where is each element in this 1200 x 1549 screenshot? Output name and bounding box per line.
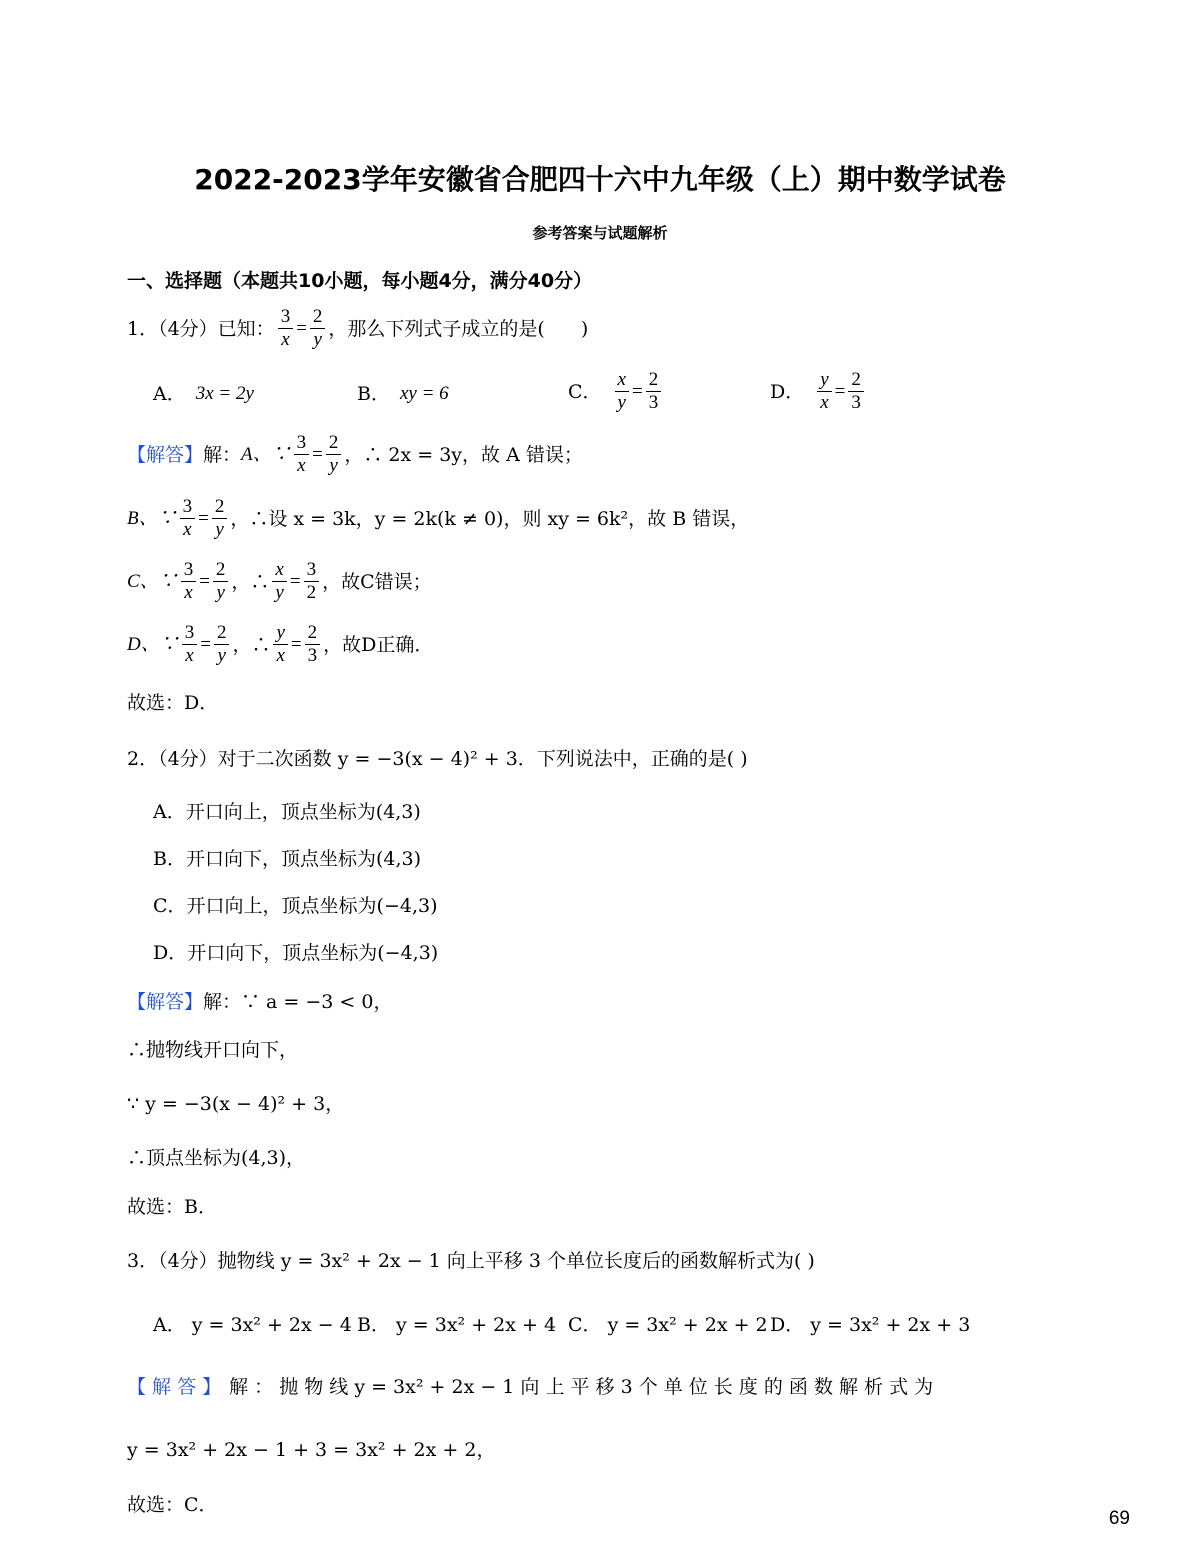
q2-option-a: A．开口向上，顶点坐标为(4,3) (153, 801, 421, 823)
q2-option-d: D．开口向下，顶点坐标为(−4,3) (153, 942, 439, 964)
q3-answer-choice: 故选：C． (127, 1494, 218, 1516)
q1-answer-line-2: B、∵ $\frac{3}{x}$ = $\frac{2}{y}$ ，∴设 x = 3k，y = 2k(k ≠ 0)，则 xy = 6k²，故 B 错误， (127, 496, 750, 540)
q1-option-c: C． $\frac{x}{y}$ = $\frac{2}{3}$ (568, 369, 664, 414)
page-subtitle: 参考答案与试题解析 (532, 224, 668, 242)
q3-option-b: B． y = 3x² + 2x + 4 (357, 1314, 557, 1336)
q2-answer-line-1: 【解答】 解：∵ a = −3 < 0， (127, 991, 393, 1013)
q1-answer-line-3: C、∵ $\frac{3}{x}$ = $\frac{2}{y}$ ，∴ $\frac{x}{y}$ = $\frac{3}{2}$ ，故C错误； (127, 559, 432, 603)
q2-option-b: B．开口向下，顶点坐标为(4,3) (153, 848, 422, 870)
q1-answer-choice: 故选：D． (127, 692, 219, 714)
q1-stem: 1．（4分）已知： $\frac{3}{x}$ = $\frac{2}{y}$ ，那么下列式子成立的是( ) (127, 306, 589, 350)
q3-stem: 3．（4分）抛物线 y = 3x² + 2x − 1 向上平移 3 个单位长度后的函数解析式为( ) (127, 1250, 815, 1272)
answer-label: 【 解 答 】 (127, 1376, 222, 1398)
q1-option-a: A． 3x = 2y (153, 383, 254, 405)
answer-label: 【解答】 (127, 443, 204, 466)
q3-option-c: C． y = 3x² + 2x + 2 (568, 1314, 768, 1336)
q1-option-b: B． xy = 6 (357, 383, 449, 405)
q3-option-a: A． y = 3x² + 2x − 4 (153, 1314, 352, 1336)
q3-answer-line-2: y = 3x² + 2x − 1 + 3 = 3x² + 2x + 2， (127, 1439, 496, 1461)
frac-3-over-x: $\frac{3}{x}$ (278, 306, 294, 351)
q2-option-c: C．开口向上，顶点坐标为(−4,3) (153, 895, 438, 917)
q3-option-d: D． y = 3x² + 2x + 3 (770, 1314, 971, 1336)
q2-answer-line-2: ∴抛物线开口向下， (127, 1039, 299, 1061)
q1-option-d: D． $\frac{y}{x}$ = $\frac{2}{3}$ (770, 369, 867, 414)
q2-answer-line-4: ∴顶点坐标为(4,3)， (127, 1147, 306, 1169)
q1-answer-line-4: D、∵ $\frac{3}{x}$ = $\frac{2}{y}$ ，∴ $\frac{y}{x}$ = $\frac{2}{3}$ ，故D正确． (127, 622, 434, 666)
q2-answer-choice: 故选：B． (127, 1196, 217, 1218)
q2-answer-line-3: ∵ y = −3(x − 4)² + 3， (127, 1093, 345, 1115)
q1-answer-line-1: 【解答】 解： A、∵ $\frac{3}{x}$ = $\frac{2}{y}$ ，∴ 2x = 3y，故 A 错误； (127, 432, 583, 476)
page-title: 2022-2023学年安徽省合肥四十六中九年级（上）期中数学试卷 (194, 163, 1006, 196)
q2-stem: 2．（4分）对于二次函数 y = −3(x − 4)² + 3．下列说法中，正确的是( ) (127, 748, 748, 770)
q3-answer-line-1: 【 解 答 】 解 ： 抛 物 线 y = 3x² + 2x − 1 向 上 平 移 3 个 单 位 长 度 的 函 数 解 析 式 为 (127, 1376, 934, 1398)
section-heading: 一、选择题（本题共10小题，每小题4分，满分40分） (127, 270, 593, 292)
answer-label: 【解答】 (127, 991, 204, 1013)
page-number: 69 (1108, 1508, 1130, 1529)
frac-2-over-y: $\frac{2}{y}$ (310, 306, 326, 351)
